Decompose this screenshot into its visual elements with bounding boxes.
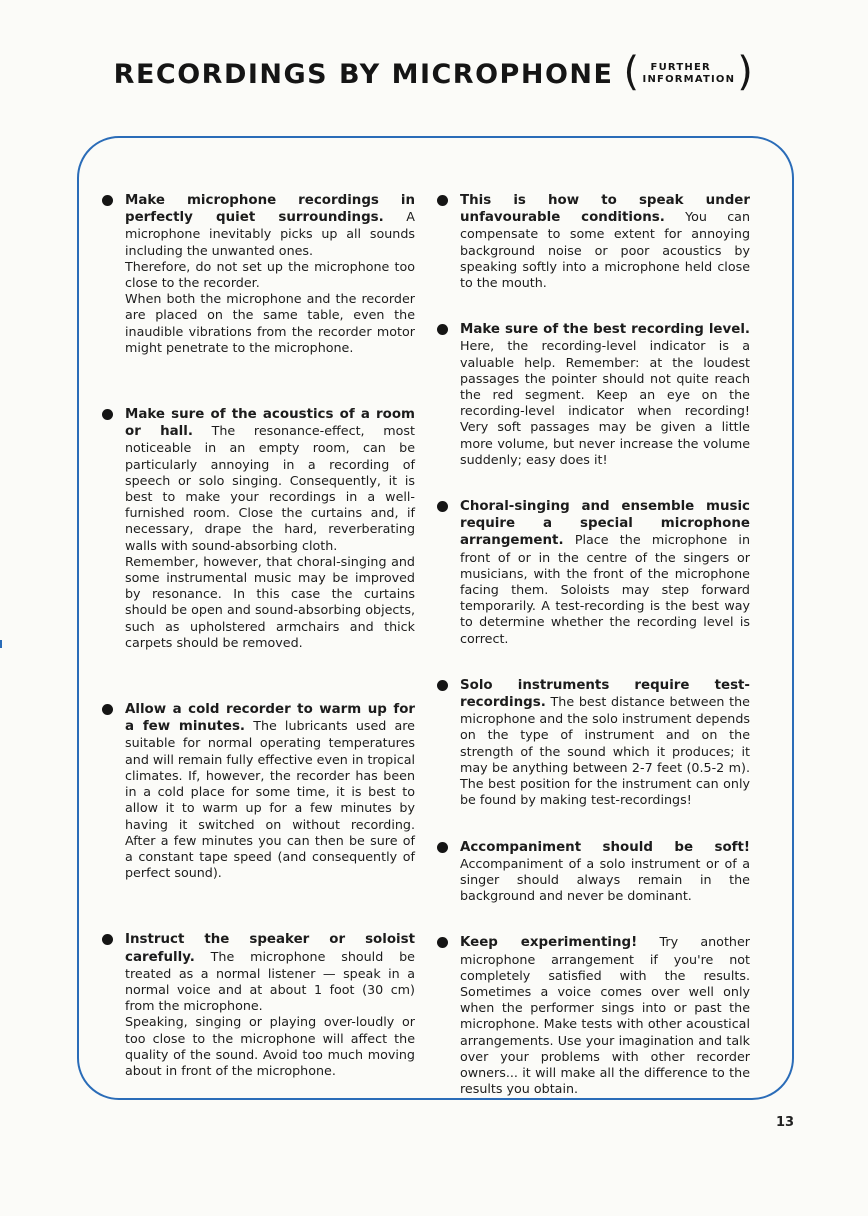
- bullet-icon: [102, 409, 113, 420]
- edge-mark: [0, 640, 2, 648]
- tip-item: [460, 321, 750, 468]
- tip-text: A microphone inevitably picks up all sounds including the unwanted ones.: [125, 209, 415, 258]
- page-number: 13: [776, 1115, 795, 1130]
- tip-item: [125, 701, 415, 881]
- title-open-paren: (: [623, 49, 641, 95]
- tip-heading: Make sure of the acoustics of a room or hall.: [125, 407, 415, 440]
- tip-item: [460, 192, 750, 291]
- tip-text: The best distance between the microphone and the solo instrument depends on the type of instrument and on the strength of the sound which it produces; it may be anything between 2-7 feet (0.5-2 m). The best position for the instrument can only be found by making test-recordings!: [460, 694, 750, 808]
- right-column: [460, 192, 750, 1097]
- tip-text: The lubricants used are suitable for normal operating temperatures and will remain fully effective even in tropical climates. If, however, the recorder has been in a cold place for some time, it is best to allow it to warm up for a few minutes by having it switched on without recording. After a few minutes you can then be sure of a constant tape speed (and consequently of perfect sound).: [125, 718, 415, 881]
- tip-heading: Keep experimenting!: [460, 935, 638, 951]
- tip-text: Therefore, do not set up the microphone too close to the recorder.: [125, 258, 415, 291]
- tip-heading: Choral-singing and ensemble music require a special microphone arrangement.: [460, 499, 750, 549]
- title-main: RECORDINGS BY MICROPHONE: [113, 58, 614, 90]
- tip-item: [125, 931, 415, 1079]
- tip-heading: Accompaniment should be soft!: [460, 839, 750, 855]
- tip-heading: This is how to speak under unfavourable conditions.: [460, 193, 750, 226]
- title-sub-line2: INFORMATION: [642, 74, 736, 85]
- title-sub-line1: FURTHER: [650, 62, 711, 73]
- tip-text: Speaking, singing or playing over-loudly or too close to the microphone will affect the quality of the sound. Avoid too much moving about in front of the microphone.: [125, 1014, 415, 1078]
- tip-item: [460, 498, 750, 647]
- page-title: [0, 49, 868, 95]
- bullet-icon: [102, 704, 113, 715]
- tip-text: Accompaniment of a solo instrument or of a singer should always remain in the background and never be dominant.: [460, 855, 750, 904]
- bullet-icon: [437, 680, 448, 691]
- tip-heading: Make sure of the best recording level.: [460, 322, 750, 338]
- tip-item: [460, 677, 750, 809]
- bullet-icon: [437, 501, 448, 512]
- tip-text: Place the microphone in front of or in the centre of the singers or musicians, with the front of the microphone facing them. Soloists may step forward temporarily. A test-recording is the best way to determine whether the recording level is correct.: [460, 532, 750, 646]
- tip-text: The microphone should be treated as a normal listener — speak in a normal voice and at about 1 foot (30 cm) from the microphone.: [125, 948, 415, 1014]
- bullet-icon: [102, 195, 113, 206]
- title-close-paren: ): [737, 49, 755, 95]
- tip-heading: Make microphone recordings in perfectly quiet surroundings.: [125, 193, 415, 226]
- tip-heading: Allow a cold recorder to warm up for a few minutes.: [125, 702, 415, 735]
- tip-text: You can compensate to some extent for annoying background noise or poor acoustics by speaking softly into a microphone held close to the mouth.: [460, 209, 750, 291]
- tip-item: [460, 934, 750, 1097]
- tip-text: Here, the recording-level indicator is a valuable help. Remember: at the loudest passages the pointer should not quite reach the red segment. Keep an eye on the recording-level indicator when recording! Very soft passages may be given a little more volume, but never increase the volume suddenly; easy does it!: [460, 338, 750, 467]
- tip-text: Remember, however, that choral-singing and some instrumental music may be improved by resonance. In this case the curtains should be open and sound-absorbing objects, such as upholstered armchairs and thick carpets should be removed.: [125, 553, 415, 650]
- tip-item: [125, 406, 415, 651]
- tip-item: [460, 839, 750, 905]
- tip-item: [125, 192, 415, 356]
- tip-text: When both the microphone and the recorder are placed on the same table, even the inaudible vibrations from the recorder motor might penetrate to the microphone.: [125, 291, 415, 355]
- bullet-icon: [437, 842, 448, 853]
- tip-text: The resonance-effect, most noticeable in an empty room, can be particularly annoying in a recording of speech or solo singing. Consequently, it is best to make your recordings in a well-furnished room. Close the curtains and, if necessary, drape the hard, reverberating walls with sound-absorbing cloth.: [125, 423, 415, 553]
- title-subtitle: [643, 62, 736, 86]
- left-column: [125, 192, 415, 1079]
- tip-heading: Instruct the speaker or soloist carefully.: [125, 932, 415, 965]
- tip-text: Try another microphone arrangement if you're not completely satisfied with the results. Sometimes a voice comes over well only when the performer sings into or past the microphone. Make tests with other acoustical arrangements. Use your imagination and talk over your problems with other recorder owners... it will make all the difference to the results you obtain.: [460, 934, 750, 1097]
- tip-heading: Solo instruments require test-recordings.: [460, 677, 750, 711]
- bullet-icon: [437, 195, 448, 206]
